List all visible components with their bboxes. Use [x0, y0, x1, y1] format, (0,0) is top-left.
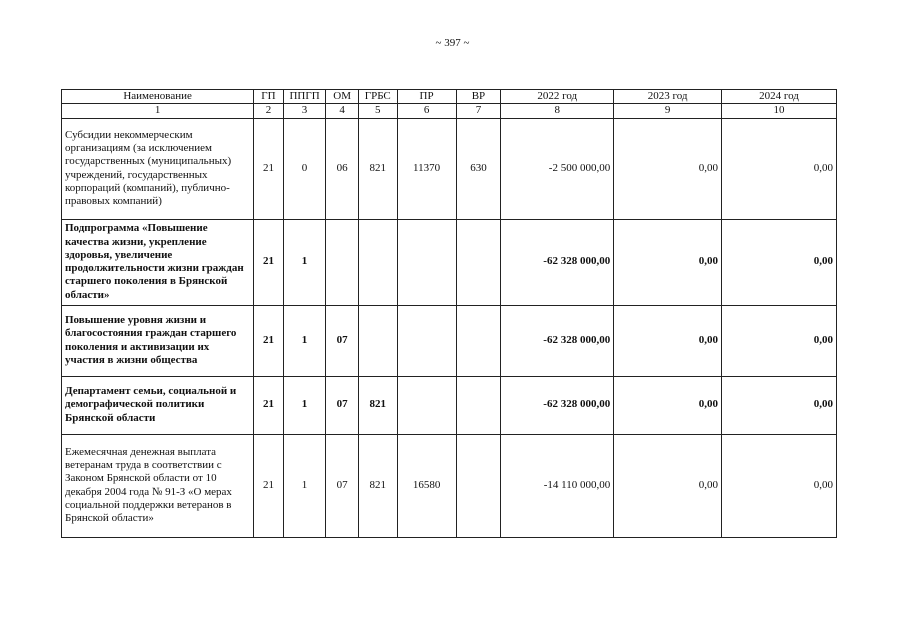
column-number-row [62, 104, 837, 118]
cell-2023: 0,00 [614, 118, 722, 219]
cell-ppgp: 0 [283, 118, 326, 219]
cell-2023: 0,00 [614, 376, 722, 434]
col-header-2023: 2023 год [614, 90, 722, 104]
cell-om: 06 [326, 118, 359, 219]
col-header-name: Наименование [62, 90, 254, 104]
cell-vr [456, 305, 501, 376]
col-number: 5 [358, 104, 397, 118]
row-name: Ежемесячная денежная выплата ветеранам труда в соответствии с Законом Брянской области от 10 декабря 2004 года № 91-З «О мерах социальной поддержки ветеранов в Брянской области» [62, 434, 254, 537]
cell-grbs [358, 219, 397, 305]
col-header-grbs: ГРБС [358, 90, 397, 104]
cell-vr [456, 219, 501, 305]
col-number: 1 [62, 104, 254, 118]
page-number: ~ 397 ~ [435, 37, 470, 49]
cell-pr: 16580 [397, 434, 456, 537]
col-header-vr: ВР [456, 90, 501, 104]
row-name: Субсидии некоммерческим организациям (за исключением государственных (муниципальных) учреждений, государственных корпораций (компаний), публично-правовых компаний) [62, 118, 254, 219]
cell-2022: -62 328 000,00 [501, 376, 614, 434]
cell-vr [456, 434, 501, 537]
cell-pr [397, 305, 456, 376]
col-number: 6 [397, 104, 456, 118]
col-number: 4 [326, 104, 359, 118]
cell-ppgp: 1 [283, 305, 326, 376]
row-name: Повышение уровня жизни и благосостояния граждан старшего поколения и активизации их участия в жизни общества [62, 305, 254, 376]
cell-vr [456, 376, 501, 434]
row-name: Департамент семьи, социальной и демографической политики Брянской области [62, 376, 254, 434]
cell-grbs [358, 305, 397, 376]
cell-gp: 21 [254, 434, 283, 537]
cell-ppgp: 1 [283, 376, 326, 434]
cell-2022: -14 110 000,00 [501, 434, 614, 537]
cell-grbs: 821 [358, 118, 397, 219]
col-number: 7 [456, 104, 501, 118]
col-number: 3 [283, 104, 326, 118]
col-number: 10 [722, 104, 837, 118]
cell-2024: 0,00 [722, 118, 837, 219]
cell-om: 07 [326, 305, 359, 376]
table-row [62, 376, 837, 434]
cell-ppgp: 1 [283, 219, 326, 305]
cell-pr: 11370 [397, 118, 456, 219]
cell-pr [397, 219, 456, 305]
table-row [62, 118, 837, 219]
cell-gp: 21 [254, 305, 283, 376]
cell-grbs: 821 [358, 434, 397, 537]
col-number: 2 [254, 104, 283, 118]
cell-2023: 0,00 [614, 219, 722, 305]
cell-om: 07 [326, 434, 359, 537]
budget-table [61, 89, 837, 538]
cell-om: 07 [326, 376, 359, 434]
cell-gp: 21 [254, 118, 283, 219]
cell-2024: 0,00 [722, 305, 837, 376]
cell-2022: -2 500 000,00 [501, 118, 614, 219]
cell-grbs: 821 [358, 376, 397, 434]
table-row [62, 305, 837, 376]
col-header-2024: 2024 год [722, 90, 837, 104]
cell-2024: 0,00 [722, 219, 837, 305]
col-header-ppgp: ППГП [283, 90, 326, 104]
col-number: 8 [501, 104, 614, 118]
cell-ppgp: 1 [283, 434, 326, 537]
col-header-gp: ГП [254, 90, 283, 104]
cell-2024: 0,00 [722, 376, 837, 434]
table-row [62, 434, 837, 537]
col-header-2022: 2022 год [501, 90, 614, 104]
cell-om [326, 219, 359, 305]
cell-2024: 0,00 [722, 434, 837, 537]
cell-pr [397, 376, 456, 434]
row-name: Подпрограмма «Повышение качества жизни, укрепление здоровья, увеличение продолжительности жизни граждан старшего поколения в Брянской области» [62, 219, 254, 305]
cell-vr: 630 [456, 118, 501, 219]
cell-gp: 21 [254, 376, 283, 434]
col-header-pr: ПР [397, 90, 456, 104]
cell-gp: 21 [254, 219, 283, 305]
table-row [62, 219, 837, 305]
col-number: 9 [614, 104, 722, 118]
header-row [62, 90, 837, 104]
cell-2022: -62 328 000,00 [501, 219, 614, 305]
cell-2023: 0,00 [614, 305, 722, 376]
cell-2023: 0,00 [614, 434, 722, 537]
cell-2022: -62 328 000,00 [501, 305, 614, 376]
col-header-om: ОМ [326, 90, 359, 104]
